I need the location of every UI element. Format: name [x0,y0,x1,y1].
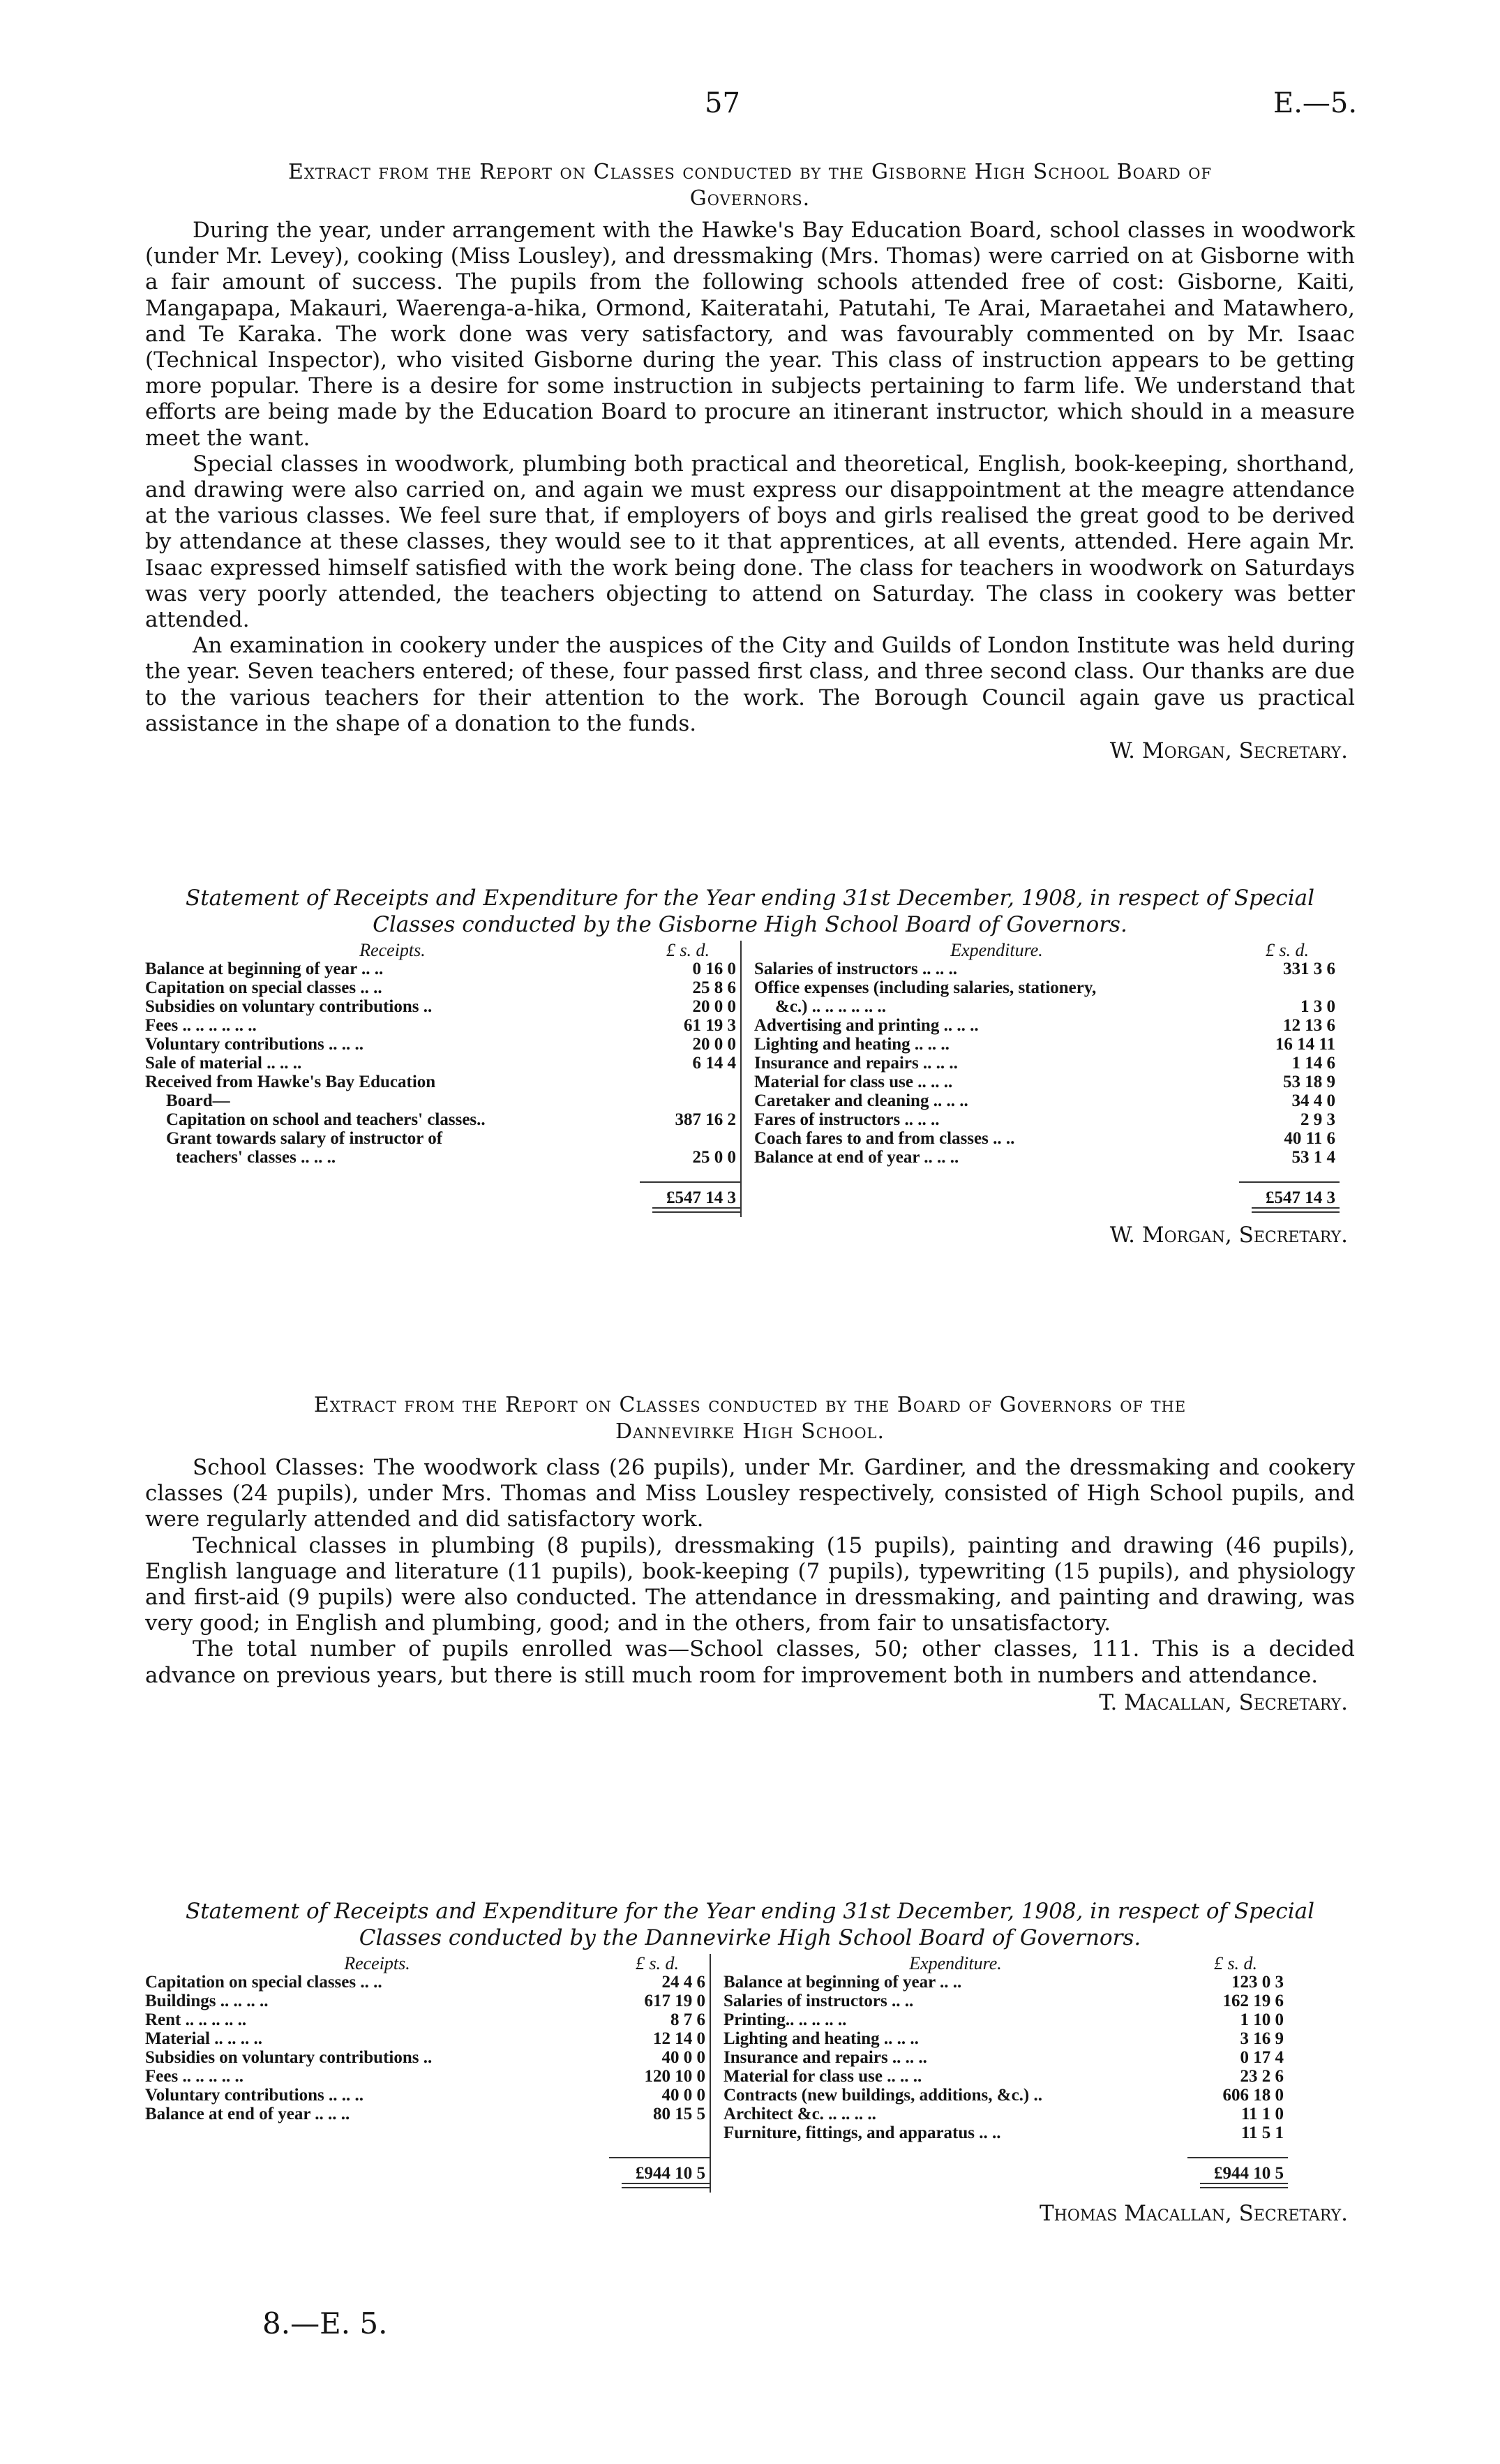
gisborne-ledger-table [145,941,1340,1217]
table-row [145,1148,1340,1167]
table-row [145,997,1340,1016]
receipt-amount: 40 0 0 [661,2086,705,2105]
expenditure-amount: 16 14 11 [1275,1035,1335,1054]
table-row [145,1073,1340,1091]
receipt-label: Capitation on school and teachers' classes.. [166,1110,486,1129]
expenditure-label: Advertising and printing .. .. .. [754,1016,979,1035]
receipt-amount: 0 16 0 [692,960,736,978]
gisborne-statement-title [145,885,1355,938]
expenditure-lsd-heading: £ s. d. [1213,1953,1258,1973]
receipt-amount: 6 14 4 [692,1054,736,1073]
expenditure-label: Salaries of instructors .. .. [723,1992,914,2010]
receipt-amount: 120 10 0 [644,2067,705,2086]
receipt-amount: 387 16 2 [675,1110,736,1129]
receipt-label: Voluntary contributions .. .. .. [145,1035,364,1054]
receipts-lsd-heading: £ s. d. [635,1953,680,1973]
expenditure-label: Insurance and repairs .. .. .. [754,1054,958,1073]
expenditure-amount: 34 4 0 [1291,1091,1335,1110]
page-number: 57 [705,87,740,119]
receipt-amount: 20 0 0 [692,997,736,1016]
expenditure-heading: Expenditure. [950,940,1043,960]
expenditure-heading: Expenditure. [909,1953,1002,1973]
expenditure-label: Architect &c. .. .. .. .. [723,2105,876,2123]
dannevirke-statement-title-line1: Statement of Receipts and Expenditure for the Year ending 31st December, 1908, in respect of Special [185,1899,1315,1924]
receipt-label: Voluntary contributions .. .. .. [145,2086,364,2105]
expenditure-label: Office expenses (including salaries, stationery, [754,978,1097,997]
dannevirke-extract-title [145,1392,1355,1445]
expenditure-amount: 3 16 9 [1240,2029,1284,2048]
receipt-amount: 25 0 0 [692,1148,736,1167]
expenditure-amount: 40 11 6 [1284,1129,1335,1148]
receipts-heading: Receipts. [359,940,426,960]
receipt-amount [609,2123,710,2142]
expenditure-label: Furniture, fittings, and apparatus .. .. [723,2123,1001,2142]
table-row [145,2048,1288,2067]
gisborne-title-line2: Governors. [689,186,811,211]
gisborne-extract-title [145,159,1355,212]
receipt-amount [640,1129,741,1148]
receipt-label: Rent .. .. .. .. .. [145,2010,247,2029]
dannevirke-title-line2: Dannevirke High School. [615,1419,885,1444]
receipt-label: Fees .. .. .. .. .. .. [145,1016,257,1035]
receipt-label: Fees .. .. .. .. .. [145,2067,243,2086]
ledger-total-row [145,1182,1340,1207]
receipt-amount [640,1073,741,1091]
dannevirke-signature: T. Macallan, Secretary. [1099,1689,1348,1715]
receipt-label [145,2123,609,2142]
expenditure-amount: 53 18 9 [1283,1073,1335,1091]
receipt-label: Capitation on special classes .. .. [145,1973,382,1992]
table-row [145,1973,1288,1992]
ledger-header-row [145,941,1340,960]
table-row [145,960,1340,978]
expenditure-label: Insurance and repairs .. .. .. [723,2048,927,2067]
receipt-label: teachers' classes .. .. .. [176,1148,336,1167]
ledger-header-row [145,1954,1288,1973]
expenditure-amount: 1 14 6 [1291,1054,1335,1073]
footer-code: 8.—E. 5. [262,2306,388,2340]
receipt-amount: 61 19 3 [684,1016,736,1035]
expenditure-label: Printing.. .. .. .. .. [723,2010,847,2029]
expenditure-amount: 1 10 0 [1240,2010,1284,2029]
expenditure-amount: 53 1 4 [1291,1148,1335,1167]
expenditure-amount: 11 1 0 [1240,2105,1284,2123]
dannevirke-paragraph-2: Technical classes in plumbing (8 pupils), dressmaking (15 pupils), painting and drawing (46 pupils), English language and literature (11 pupils), book-keeping (7 pupils), typewriting (15 pupils), and physiology and first-aid (9 pupils) were also conducted. The attendance in dressmaking, and painting and drawing, was very good; in English and plumbing, good; and in the others, from fair to unsatisfactory. [145,1532,1355,1636]
receipts-total: £547 14 3 [640,1182,741,1207]
dannevirke-statement-title-line2: Classes conducted by the Dannevirke High School Board of Governors. [359,1925,1141,1950]
table-row [145,1016,1340,1035]
receipts-total: £944 10 5 [609,2158,710,2183]
expenditure-label: Caretaker and cleaning .. .. .. [754,1091,968,1110]
receipt-amount: 617 19 0 [644,1992,705,2010]
expenditure-amount: 1 3 0 [1300,997,1335,1016]
gisborne-paragraph-3: An examination in cookery under the auspices of the City and Guilds of London Institute was held during the year. Seven teachers entered; of these, four passed first class, and three second class. Our thanks are due to the various teachers for their attention to the work. The Borough Council again gave us practical assistance in the shape of a donation to the funds. [145,633,1355,736]
table-row [145,1992,1288,2010]
receipt-label: Received from Hawke's Bay Education [145,1073,436,1091]
receipts-lsd-heading: £ s. d. [666,940,710,960]
expenditure-amount: 23 2 6 [1240,2067,1284,2086]
expenditure-amount: 12 13 6 [1283,1016,1335,1035]
dannevirke-statement-title [145,1898,1355,1951]
table-row [145,2029,1288,2048]
gisborne-signature: W. Morgan, Secretary. [1109,738,1348,764]
receipt-label: Balance at end of year .. .. .. [145,2105,350,2123]
expenditure-amount [1239,978,1340,997]
receipt-amount: 80 15 5 [653,2105,705,2123]
table-row [145,1054,1340,1073]
gisborne-statement-title-line1: Statement of Receipts and Expenditure for the Year ending 31st December, 1908, in respect of Special [185,886,1315,911]
expenditure-amount: 606 18 0 [1222,2086,1284,2105]
receipt-label: Subsidies on voluntary contributions .. [145,2048,433,2067]
expenditure-label: &c.) .. .. .. .. .. .. [775,997,886,1016]
expenditure-label: Material for class use .. .. .. [754,1073,953,1091]
page-code: E.—5. [1273,87,1358,119]
expenditure-label: Lighting and heating .. .. .. [754,1035,950,1054]
dannevirke-paragraph-1: School Classes: The woodwork class (26 pupils), under Mr. Gardiner, and the dressmaking and cookery classes (24 pupils), under Mrs. Thomas and Miss Lousley respectively, consisted of High School pupils, and were regularly attended and did satisfactory work. [145,1455,1355,1532]
receipt-amount: 40 0 0 [661,2048,705,2067]
gisborne-statement-signature: W. Morgan, Secretary. [1109,1223,1348,1248]
ledger-total-row [145,2158,1288,2183]
table-row [145,1091,1340,1110]
gisborne-statement [145,885,1355,1249]
table-row [145,2067,1288,2086]
dannevirke-title-line1: Extract from the Report on Classes conducted by the Board of Governors of the [313,1393,1187,1417]
table-row [145,2010,1288,2029]
receipt-amount: 25 8 6 [692,978,736,997]
dannevirke-extract [145,1392,1355,1717]
expenditure-label: Fares of instructors .. .. .. [754,1110,940,1129]
receipt-label: Buildings .. .. .. .. [145,1992,269,2010]
table-row [145,2123,1288,2142]
expenditure-label: Coach fares to and from classes .. .. [754,1129,1015,1148]
expenditure-label: Salaries of instructors .. .. .. [754,960,957,978]
table-row [145,978,1340,997]
expenditure-amount: 2 9 3 [1300,1110,1335,1129]
receipt-label: Sale of material .. .. .. [145,1054,302,1073]
receipt-label: Material .. .. .. .. [145,2029,263,2048]
receipt-amount [640,1091,741,1110]
expenditure-label: Balance at end of year .. .. .. [754,1148,959,1167]
receipt-amount: 20 0 0 [692,1035,736,1054]
gisborne-paragraph-2: Special classes in woodwork, plumbing both practical and theoretical, English, book-keeping, shorthand, and drawing were also carried on, and again we must express our disappointment at the meagre attendance at the various classes. We feel sure that, if employers of boys and girls realised the great good to be derived by attendance at these classes, they would see to it that apprentices, at all events, attended. Here again Mr. Isaac expressed himself satisfied with the work being done. The class for teachers in woodwork on Saturdays was very poorly attended, the teachers objecting to attend on Saturday. The class in cookery was better attended. [145,451,1355,633]
expenditure-label: Material for class use .. .. .. [723,2067,922,2086]
table-row [145,2105,1288,2123]
receipt-amount: 12 14 0 [653,2029,705,2048]
receipt-label: Board— [166,1091,230,1110]
expenditure-amount: 162 19 6 [1222,1992,1284,2010]
dannevirke-paragraph-3: The total number of pupils enrolled was—School classes, 50; other classes, 111. This is a decided advance on previous years, but there is still much room for improvement both in numbers and attendance. [145,1636,1355,1688]
table-row [145,1035,1340,1054]
expenditure-amount: 331 3 6 [1283,960,1335,978]
receipt-label: Capitation on special classes .. .. [145,978,382,997]
gisborne-title-line1: Extract from the Report on Classes conducted by the Gisborne High School Board of [287,160,1213,184]
table-row [145,2086,1288,2105]
expenditure-lsd-heading: £ s. d. [1265,940,1310,960]
table-row [145,1129,1340,1148]
gisborne-statement-title-line2: Classes conducted by the Gisborne High School Board of Governors. [373,912,1127,937]
dannevirke-statement [145,1898,1355,2227]
dannevirke-ledger-table [145,1954,1288,2193]
gisborne-paragraph-1: During the year, under arrangement with the Hawke's Bay Education Board, school classes in woodwork (under Mr. Levey), cooking (Miss Lousley), and dressmaking (Mrs. Thomas) were carried on at Gisborne with a fair amount of success. The pupils from the following schools attended free of cost: Gisborne, Kaiti, Mangapapa, Makauri, Waerenga-a-hika, Ormond, Kaiteratahi, Patutahi, Te Arai, Maraetahei and Matawhero, and Te Karaka. The work done was very satisfactory, and was favourably commented on by Mr. Isaac (Technical Inspector), who visited Gisborne during the year. This class of instruction appears to be getting more popular. There is a desire for some instruction in subjects pertaining to farm life. We understand that efforts are being made by the Education Board to procure an itinerant instructor, which should in a measure meet the want. [145,218,1355,451]
table-row [145,1110,1340,1129]
receipt-amount: 24 4 6 [661,1973,705,1992]
receipt-label: Subsidies on voluntary contributions .. [145,997,433,1016]
gisborne-extract [145,159,1355,765]
expenditure-amount: 11 5 1 [1240,2123,1284,2142]
receipts-heading: Receipts. [344,1953,410,1973]
expenditure-amount: 0 17 4 [1240,2048,1284,2067]
dannevirke-statement-signature: Thomas Macallan, Secretary. [1039,2201,1348,2226]
expenditure-amount: 123 0 3 [1231,1973,1284,1992]
receipt-label: Grant towards salary of instructor of [166,1129,443,1148]
expenditure-total: £547 14 3 [1239,1182,1340,1207]
expenditure-label: Balance at beginning of year .. .. [723,1973,962,1992]
receipt-label: Balance at beginning of year .. .. [145,960,384,978]
expenditure-total: £944 10 5 [1187,2158,1288,2183]
expenditure-label: Contracts (new buildings, additions, &c.) .. [723,2086,1042,2105]
receipt-amount: 8 7 6 [670,2010,705,2029]
expenditure-label: Lighting and heating .. .. .. [723,2029,919,2048]
